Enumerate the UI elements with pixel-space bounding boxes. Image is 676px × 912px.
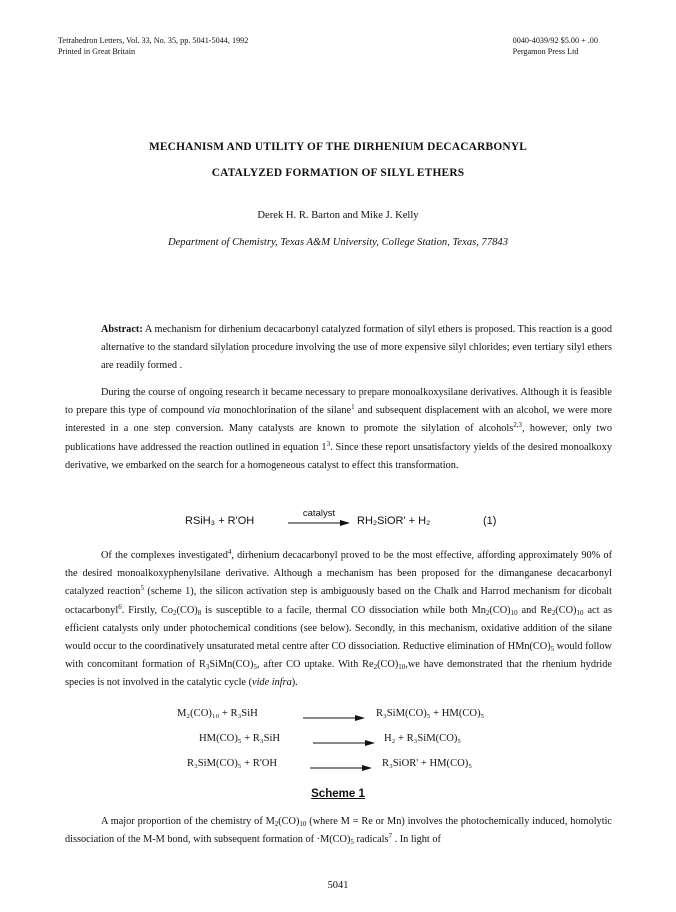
abstract-text: A mechanism for dirhenium decacarbonyl catalyzed formation of silyl ethers is proposed. This reaction is a good alternative to the standard silylation procedure involving the use of more expensive silyl chlorides; even tertiary silyl ethers are readily formed .	[101, 324, 612, 372]
publisher-header	[513, 35, 598, 57]
equation-1-reactants: RSiH₃ + R'OH	[185, 515, 255, 527]
scheme-row-2-reactants: HM(CO)₅ + R₃SiH	[199, 733, 281, 744]
body-paragraph-1: During the course of ongoing research it became necessary to prepare monoalkoxysilane derivatives. Although it is feasible to prepare this type of compound via monochlorination of the silane$^1$ and subsequent displacement with an alcohol, we were more interested in a one step conversion. Many catalysts are known to promote the silylation of alcohols$^{2,3}$, however, only two publications have addressed the reaction outlined in equation $1^3$. Since these report unsatisfactory yields of the desired monoalkoxy derivative, we embarked on the search for a homogeneous catalyst to effect this transformation.	[65, 387, 612, 471]
equation-1-products: RH₂SiOR' + H₂	[357, 515, 431, 527]
arrow-icon	[303, 714, 365, 722]
reaction-arrow	[288, 509, 350, 527]
body-paragraph-3: A major proportion of the chemistry of $M_2(CO)_{10}$ (where M = Re or Mn) involves the photochemically induced, homolytic dissociation of the M-M bond, with subsequent formation of $\cdot M(CO)_5$ radicals$^7$ . In light of	[65, 816, 612, 847]
arrow-icon	[310, 764, 372, 772]
abstract-label: Abstract:	[101, 324, 143, 335]
journal-header	[58, 35, 248, 57]
publisher-name: Pergamon Press Ltd	[512, 47, 579, 56]
catalyst-label: catalyst	[302, 508, 336, 519]
abstract	[101, 321, 612, 376]
printed-in: Printed in Great Britain	[58, 47, 136, 56]
page-number: 5041	[327, 880, 349, 891]
article-title-line-1: MECHANISM AND UTILITY OF THE DIRHENIUM DECACARBONYL	[148, 141, 528, 153]
scheme-row-3-reactants: R₃SiM(CO)₅ + R'OH	[187, 758, 278, 769]
scheme-row-1-reactants: M₂(CO)₁₀ + R₃SiH	[177, 708, 258, 719]
equation-1	[185, 509, 545, 531]
scheme-row-1-products: R₃SiM(CO)₅ + HM(CO)₅	[376, 708, 485, 719]
body-paragraph-2: Of the complexes investigated$^4$, dirhenium decacarbonyl proved to be the most effective, affording approximately 90% of the desired monoalkoxyphenylsilane derivative. Although a mechanism has been proposed for the dimanganese decacarbonyl catalyzed reaction$^5$ (scheme 1), the silicon activation step is ambiguously based on the Chalk and Harrod mechanism for dicobalt octacarbonyl$^6$. Firstly, $Co_2(CO)_8$ is susceptible to a facile, thermal CO dissociation while both $Mn_2(CO)_{10}$ and $Re_2(CO)_{10}$ act as efficient catalysts only under photochemical conditions (see below). Secondly, in this mechanism, oxidative addition of the silane would occur to the coordinatively unsaturated metal centre after CO dissociation. Reductive elimination of $HMn(CO)_5$ would follow with concomitant formation of $R_3SiMn(CO)_5$, after CO uptake. With $Re_2(CO)_{10},we$ have demonstrated that the rhenium hydride species is not involved in the catalytic cycle (vide infra).	[65, 548, 612, 689]
arrow-icon	[313, 739, 375, 747]
scheme-caption: Scheme 1	[311, 788, 365, 800]
price-code: 0040-4039/92 $5.00 + .00	[512, 36, 598, 45]
journal-citation: Tetrahedron Letters, Vol. 33, No. 35, pp. 5041-5044, 1992	[58, 36, 249, 45]
article-title-line-2: CATALYZED FORMATION OF SILYL ETHERS	[211, 167, 465, 179]
scheme-row-3-products: R₃SiOR' + HM(CO)₅	[382, 758, 473, 769]
scheme-row-2-products: H₂ + R₃SiM(CO)₅	[384, 733, 462, 744]
arrow-icon	[288, 519, 350, 527]
affiliation: Department of Chemistry, Texas A&M University, College Station, Texas, 77843	[167, 237, 509, 248]
author-list: Derek H. R. Barton and Mike J. Kelly	[257, 210, 419, 221]
equation-number: (1)	[483, 515, 497, 527]
